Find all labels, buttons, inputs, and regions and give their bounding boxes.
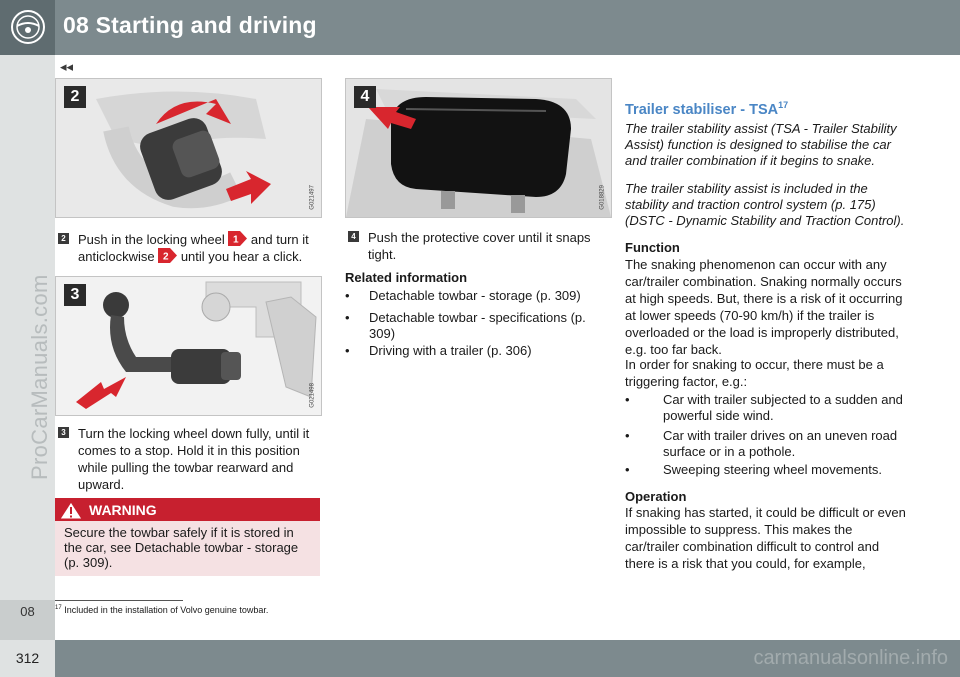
function-heading: Function [625, 240, 680, 255]
step-text-part: Push in the locking wheel [78, 232, 229, 247]
step-text-part: anticlockwise [78, 249, 159, 264]
step-text [78, 231, 323, 265]
function-paragraph: In order for snaking to occur, there must be a triggering factor, e.g.: [625, 357, 884, 389]
figure-4 [345, 78, 612, 218]
section-heading-text: Trailer stabiliser - TSA [625, 101, 779, 118]
footnote [55, 605, 268, 615]
figure-badge: 4 [354, 86, 376, 108]
warning-text: Secure the towbar safely if it is stored in the car, see Detachable towbar - storage (p. 309). [64, 525, 299, 570]
callout-number: 1 [233, 234, 239, 246]
bullet: • [625, 428, 630, 443]
figure-code: G018829 [600, 185, 606, 210]
figure-badge: 3 [64, 284, 86, 306]
step-4 [348, 229, 610, 265]
previous-page-link[interactable]: ◂◂ [60, 59, 74, 74]
callout-number: 2 [163, 251, 169, 263]
list-item-text: Car with trailer subjected to a sudden and powerful side wind. [663, 392, 903, 423]
figure-code: G021497 [310, 185, 316, 210]
steering-wheel-icon [0, 0, 55, 55]
step-3 [58, 425, 320, 495]
figure-3 [55, 276, 322, 416]
list-item-text: Sweeping steering wheel movements. [663, 462, 882, 477]
footnote-ref: 17 [778, 100, 789, 110]
bullet: • [625, 392, 630, 407]
towbar-lock-illustration [56, 79, 321, 217]
figure-badge: 2 [64, 86, 86, 108]
step-text: Turn the locking wheel down fully, until it comes to a stop. Hold it in this position while pulling the towbar rearward and upward. [78, 426, 310, 492]
footnote-number: 17 [55, 605, 62, 611]
page-number: 312 [15, 650, 40, 666]
related-link-text[interactable]: Detachable towbar - storage (p. 309) [369, 288, 581, 303]
step-text-part: and turn it [247, 232, 309, 247]
warning-header [55, 498, 320, 521]
step-badge: 4 [348, 231, 359, 242]
page-title: 08 Starting and driving [63, 12, 317, 38]
intro-paragraph: The trailer stability assist is included in the stability and traction control system (p. 175) (DSTC - Dynamic Stability and Traction Control). [625, 181, 905, 228]
protective-cover-illustration [346, 79, 611, 217]
warning-triangle-icon [59, 501, 83, 520]
chapter-tab[interactable] [0, 600, 55, 640]
step-badge: 2 [58, 233, 69, 244]
bullet: • [625, 462, 630, 477]
side-watermark: ProCarManuals.com [27, 274, 52, 480]
step-text-part: until you hear a click. [177, 249, 303, 264]
warning-box [55, 498, 320, 576]
step-text: Push the protective cover until it snaps tight. [368, 230, 591, 262]
related-link-text[interactable]: Driving with a trailer (p. 306) [369, 343, 532, 358]
step-2 [58, 231, 320, 271]
intro-paragraph: The trailer stability assist (TSA - Trailer Stability Assist) function is designed to stabilise the car and trailer combination if it begins to snake. [625, 121, 897, 168]
towbar-illustration [56, 277, 321, 415]
figure-code: G021498 [310, 383, 316, 408]
function-paragraph: The snaking phenomenon can occur with any car/trailer combination. Snaking normally occurs at high speeds. But, there is a risk of it occurring at lower speeds (70-90 km/h) if the trailer is overloaded or the load is improperly distributed, e.g. too far back. [625, 257, 903, 357]
step-badge: 3 [58, 427, 69, 438]
warning-title: WARNING [89, 502, 157, 518]
section-heading [625, 100, 788, 118]
page-number-box [0, 640, 55, 677]
figure-2 [55, 78, 322, 218]
list-item-text: Car with trailer drives on an uneven road surface or in a pothole. [663, 428, 898, 459]
callout-2-icon [158, 248, 177, 263]
bottom-watermark: carmanualsonline.info [753, 647, 948, 669]
related-link-text[interactable]: Detachable towbar - specifications (p. 309) [369, 310, 586, 341]
related-info-heading: Related information [345, 270, 468, 285]
bullet: • [345, 343, 350, 358]
footnote-divider [55, 600, 183, 601]
bullet: • [345, 310, 350, 325]
page-footer [0, 640, 960, 677]
operation-paragraph: If snaking has started, it could be difficult or even impossible to suppress. This makes the car/trailer combination difficult to control and there is a risk that you could, for example, [625, 505, 906, 571]
bullet: • [345, 288, 350, 303]
page-header [0, 0, 960, 55]
chapter-tab-label: 08 [20, 604, 35, 619]
footnote-text: Included in the installation of Volvo genuine towbar. [64, 605, 269, 615]
callout-1-icon [228, 231, 247, 246]
operation-heading: Operation [625, 489, 687, 504]
